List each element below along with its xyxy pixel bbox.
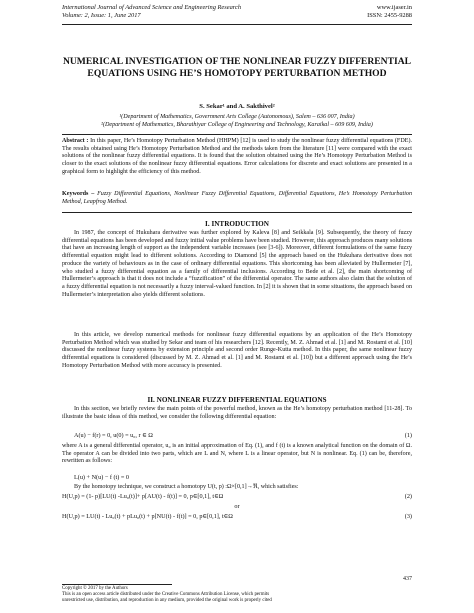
equation-1 (62, 432, 412, 440)
affiliation-2: ²(Department of Mathematics, Bharathiyar College of Engineering and Technology, Karaikal – 609 609, India) (101, 122, 373, 128)
equation-3 (62, 513, 412, 521)
keywords-text: Fuzzy Differential Equations, Nonlinear Fuzzy Differential Equations, Differential Equations, He’s Homotopy Perturbation Method, Leapfrog Method. (62, 191, 412, 205)
abstract-text: In this paper, He’s Homotopy Perturbation Method (HHPM) [12] is used to study the nonlinear fuzzy differential equations (FDE). The results obtained using He’s Homotopy Perturbation Method and the methods taken from the literature [11] were compared with the exact solutions of the nonlinear fuzzy differential equations. It is found that the solution obtained using the He’s Homotopy Perturbation Method is closer to the exact solutions of the nonlinear fuzzy differential equations. Error calculations for discrete and exact solutions are presented in a graphical form to highlight the efficiency of this method. (62, 138, 413, 175)
equation-2-body: H(U,p) = (1- p)[LU(t) -Lu₀(t)]+ p[AU(t) - f(t)] = 0, p∈[0,1], t∈Ω (62, 493, 224, 500)
page-number: 437 (403, 576, 412, 582)
abstract-top-rule (62, 134, 412, 135)
equation-3-body: H(U,p) = LU(t) - Lu₀(t) + pLu₀(t) + p[NU(t) - f(t)] = 0, p∈[0,1], t∈Ω (62, 513, 233, 520)
footer-copyright (62, 586, 412, 605)
journal-meta (367, 4, 412, 20)
abstract-bottom-rule (62, 212, 412, 213)
equation-1-number: (1) (404, 432, 412, 439)
paper-authors: S. Sekar¹ and A. Sakthivel² (199, 103, 275, 110)
equation-2 (62, 493, 412, 501)
keywords-label: Keywords – (62, 191, 95, 197)
section-2-heading: II. NONLINEAR FUZZY DIFFERENTIAL EQUATIONS (147, 396, 327, 404)
equation-l-n (62, 474, 412, 482)
paper-title: NUMERICAL INVESTIGATION OF THE NONLINEAR FUZZY DIFFERENTIAL EQUATIONS USING HE’S HOMOTOPY PERTURBATION METHOD (62, 56, 412, 79)
equation-3-number: (3) (404, 513, 412, 520)
journal-name: International Journal of Advanced Science and Engineering Research (62, 4, 242, 11)
intro-paragraph-1: In 1987, the concept of Hukuhara derivative was further explored by Kaleva [8] and Seikkala [9]. Subsequently, the theory of fuzzy differential equations has been developed and fuzzy initial value problems have been studied. However, this approach produces many solutions that have an increasing length of support as the independent variable increases (see [3-6]). Moreover, different formulations of the same fuzzy differential equation might lead to different solutions. According to Diamond [5] the approach based on the Hukuhara derivative does not produce the variety of behaviours as in the case of ordinary differential equations. This shortcoming has been alleviated by Hullermeier [7], who studied a fuzzy differential equation as a family of differential inclusions. According to Bede et al. [2], the main shortcoming of Hullermeier’s approach is that it does not include a “fuzzification” of the differential operator. The same authors also claim that the solution of a fuzzy differential equation is not necessarily a fuzzy interval-valued function. In [2] it is shown that in some situations, the approach based on Hullermeier’s interpretation also yields different solutions. (62, 230, 413, 298)
keywords (62, 191, 412, 206)
intro-paragraph-2: In this article, we develop numerical methods for nonlinear fuzzy differential equations by an application of the He’s Homotopy Perturbation Method which was studied by Sekar and team of his researchers [12]. Recently, M. Z. Ahmad et al. [1] and M. Rostami et al. [10] discussed the nonlinear fuzzy systems by extension principle and second order Runge-Kutta method. In this paper, the same nonlinear fuzzy differential equations is considered (discussed by M. Z. Ahmad et al. [1] and M. Rostami et al. [10]) but a different approach using the He’s Homotopy Perturbation Method with more accuracy is presented. (62, 332, 412, 369)
footer-line-1: Copyright © 2017 by the Authors (62, 586, 128, 591)
footer-rule (62, 584, 172, 585)
footer-line-2: This is an open access article distributed under the Creative Commons Attribution License, which permits (62, 592, 270, 598)
header-rule (62, 24, 412, 25)
section-2-paragraph-2: where A is a general differential operator, u₀ is an initial approximation of Eq. (1), and f (t) is a known analytical function on the domain of Ω. The operator A can be divided into two parts, which are L and N, where L is a linear operator, but N is nonlinear. Eq. (1) can be, therefore, rewritten as follows: (62, 443, 412, 465)
affiliation-1: ¹(Department of Mathematics, Government Arts College (Autonomous), Salem – 636 007, India) (119, 114, 355, 120)
equation-1-body: A(u) − f(r) = 0, u(0) = u₀, r ∈ Ω (74, 432, 153, 439)
equation-2-number: (2) (404, 493, 412, 500)
journal-volume: Volume: 2, Issue: 1, June 2017 (62, 12, 141, 19)
journal-website[interactable]: www.ijaser.in (376, 4, 412, 11)
footer-line-3: unrestricted use, distribution, and reproduction in any medium, provided the original work is properly cited (62, 598, 272, 604)
equation-or: or (234, 503, 240, 510)
section-2-paragraph-1: In this section, we briefly review the main points of the powerful method, known as the He’s homotopy perturbation method [11-28]. To illustrate the basic ideas of this method, we consider the following differential equation: (62, 406, 412, 420)
equation-l-n-body: L(u) + N(u) − f (t) = 0 (74, 474, 129, 481)
journal-header (62, 4, 412, 20)
abstract (62, 138, 412, 177)
abstract-label: Abstract : (62, 138, 89, 144)
section-1-heading: I. INTRODUCTION (205, 220, 269, 228)
journal-issn: ISSN: 2455-9288 (367, 12, 412, 19)
section-2-paragraph-3: By the homotopy technique, we construct a homotopy U(t, p) :Ω×[0,1]→ℜ, which satisfies: (74, 484, 299, 490)
